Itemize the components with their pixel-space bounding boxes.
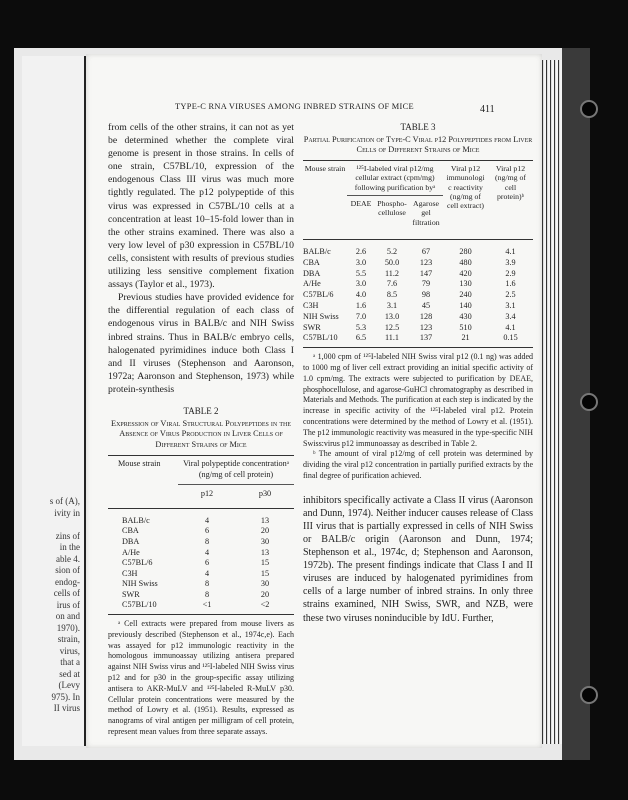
facing-page-line: in the	[59, 542, 80, 552]
facing-page-line	[50, 519, 80, 531]
page-edges	[540, 60, 562, 744]
table-cell: 13	[260, 547, 270, 557]
table-cell: 0.15	[503, 333, 518, 343]
table-row	[303, 301, 533, 312]
table-footnote: ᵇ The amount of viral p12/mg of cell protein was determined by dividing the viral p12 concentration in partially purified extracts by the final degree of purification achieved.	[303, 449, 533, 480]
facing-page-line: strain,	[57, 634, 80, 644]
table-cell: 12.5	[384, 322, 400, 332]
table-cell: 98	[421, 290, 431, 300]
table-cell: 4	[204, 515, 210, 525]
table-cell: 50.0	[384, 257, 400, 267]
table-caption: Expression of Viral Structural Polypeptides in the Absence of Virus Production in Liver Cells of Different Strains of Mice	[111, 418, 291, 450]
table-row	[303, 269, 533, 280]
table-footnote: ᵃ Cell extracts were prepared from mouse livers as previously described (Stephenson et al., 1974c,e). Each was assayed for p12 immunologic reactivity in the homologous immunoassay utilizing antisera prepared against NIH Swiss virus and ¹²⁵I-labeled NIH Swiss virus p12 and for p30 in the group-specific assay utilizing antisera to AKR-MuLV and ¹²⁵I-labeled R-MuLV p30. Cellular protein concentrations were measured by the method of Lowry et al. (1951). Results, expressed as nanograms of viral antigen per milligram of cell protein, represent mean values from three separate assays.	[108, 619, 294, 737]
col-header: p12	[200, 489, 214, 499]
table-cell: 11.2	[384, 268, 400, 278]
table-cell: 5.2	[386, 246, 398, 256]
table-cell: 30	[260, 579, 270, 589]
table-cell: DBA	[303, 268, 321, 278]
table-cell: 3.0	[355, 257, 367, 267]
facing-page-line: on and	[55, 611, 80, 621]
col-header: Phospho-cellulose	[377, 199, 407, 218]
facing-page-line: (Levy	[58, 680, 80, 690]
table-cell: CBA	[303, 257, 320, 267]
table-cell: 4	[204, 547, 210, 557]
table-cell: 280	[459, 246, 472, 256]
table-cell: 79	[421, 279, 431, 289]
table-cell: 5.5	[355, 268, 367, 278]
left-flow	[108, 121, 294, 738]
table-cell: 123	[419, 322, 433, 332]
table-row	[108, 526, 294, 537]
table-caption: Partial Purification of Type-C Viral p12 Polypeptides from Liver Cells of Different Strains of Mice	[303, 134, 533, 155]
binder-hole	[580, 686, 598, 704]
table-cell: 3.0	[355, 279, 367, 289]
table-3	[303, 122, 533, 482]
table-cell: CBA	[122, 526, 139, 536]
facing-page-line: s of (A),	[49, 496, 80, 506]
table-row	[108, 558, 294, 569]
table-cell: 20	[260, 526, 270, 536]
table-cell: NIH Swiss	[303, 311, 339, 321]
binder-hole	[580, 100, 598, 118]
col-header: Viral polypeptide concentrationᵃ (ng/mg of cell protein)	[178, 455, 294, 484]
table-cell: 1.6	[505, 279, 516, 289]
facing-page-line: sion of	[55, 565, 80, 575]
table-cell: 140	[459, 300, 472, 310]
table-cell: 45	[421, 300, 431, 310]
table-cell: A/He	[303, 279, 321, 289]
facing-page-line: ivity in	[54, 507, 80, 518]
table-cell: BALB/c	[122, 515, 150, 525]
table-cell: 240	[459, 290, 472, 300]
table-title: TABLE 2	[183, 405, 219, 416]
table-cell: A/He	[122, 547, 140, 557]
table-cell: 15	[260, 568, 270, 578]
facing-page	[22, 56, 86, 746]
table-cell: 8	[204, 579, 210, 589]
col-header: ¹²⁵I-labeled viral p12/mg cellular extract (cpm/mg) following purification byᵃ	[347, 161, 443, 196]
right-column	[303, 494, 533, 625]
col-header: DEAE	[350, 199, 372, 209]
facing-page-line: virus,	[59, 645, 80, 656]
table-row	[303, 239, 533, 257]
table-row	[108, 537, 294, 548]
table-cell: 420	[459, 268, 472, 278]
table-cell: C3H	[303, 300, 319, 310]
facing-page-line: cells of	[53, 588, 80, 598]
table-cell: NIH Swiss	[122, 579, 158, 589]
table-cell: 1.6	[355, 300, 367, 310]
left-column	[108, 121, 294, 396]
table-row	[303, 323, 533, 334]
col-header: Mouse strain	[118, 458, 161, 468]
table-cell: BALB/c	[303, 246, 331, 256]
table-cell: 4.0	[355, 290, 367, 300]
facing-page-line: able 4.	[56, 553, 80, 564]
table-cell: 6	[204, 526, 210, 536]
table-cell: 2.6	[355, 246, 367, 256]
table-cell: <1	[202, 600, 212, 610]
table-cell: 13	[260, 515, 270, 525]
table-cell: 8	[204, 589, 210, 599]
table-row	[108, 548, 294, 559]
table-cell: 8.5	[386, 290, 398, 300]
col-header: Agarose gel filtration	[412, 199, 440, 227]
table-cell: 130	[459, 279, 472, 289]
table-cell: 4	[204, 568, 210, 578]
table-cell: 13.0	[384, 311, 400, 321]
table-row	[108, 508, 294, 526]
paragraph: Previous studies have provided evidence for the differential regulation of each class of endogenous virus in BALB/c and NIH Swiss inbred strains. Thus in BALB/c embryo cells, halogenated pyrimidines induce both Class I and II viruses (Stephenson and Aaronson, 1972a; Aaronson and Stephenson, 1973) while protein-synthesis	[108, 292, 294, 395]
table-cell: 128	[419, 311, 433, 321]
table-cell: 30	[260, 536, 270, 546]
table-2	[108, 406, 294, 738]
table-cell: 6.5	[355, 333, 367, 343]
facing-page-line: 1970).	[56, 622, 80, 633]
col-header: Viral p12 (ng/mg of cell protein)ᵇ	[495, 164, 527, 202]
table-cell: C57BL/10	[122, 600, 157, 610]
facing-page-text	[50, 496, 80, 715]
table-cell: C57BL/10	[303, 333, 338, 343]
table-row	[303, 333, 533, 344]
table-cell: 15	[260, 558, 270, 568]
table-cell: C57BL/6	[122, 558, 153, 568]
col-header: Mouse strain	[304, 164, 346, 174]
table-3-grid	[303, 160, 533, 344]
table-cell: SWR	[122, 589, 140, 599]
table-cell: 2.5	[505, 290, 516, 300]
col-header: Viral p12 immunologic reactivity (ng/mg of cell extract)	[446, 164, 485, 211]
facing-page-line: that a	[60, 657, 80, 667]
table-cell: 123	[419, 257, 433, 267]
table-cell: 6	[204, 558, 210, 568]
table-row	[303, 258, 533, 269]
table-cell: 3.1	[505, 300, 516, 310]
table-cell: 8	[204, 536, 210, 546]
table-cell: 147	[419, 268, 433, 278]
facing-page-line: II virus	[53, 703, 80, 713]
page-number: 411	[480, 104, 495, 115]
facing-page-line: sed at	[59, 668, 80, 679]
table-cell: SWR	[303, 322, 321, 332]
table-cell: <2	[260, 600, 270, 610]
table-cell: C57BL/6	[303, 290, 334, 300]
table-row	[303, 312, 533, 323]
table-cell: 3.4	[505, 311, 516, 321]
running-head: TYPE-C RNA VIRUSES AMONG INBRED STRAINS OF MICE	[175, 102, 414, 111]
facing-page-line: irus of	[56, 599, 80, 610]
table-cell: DBA	[122, 536, 140, 546]
col-header: p30	[258, 489, 272, 499]
paragraph: from cells of the other strains, it can not as yet be determined whether the complete viral genome is present in those strains. In cells of one strain, C57BL/10, expression of the endogenous Class III virus was much more tightly regulated. The p12 polypeptide of this virus was expressed in C57BL/10 cells at a concentration at least 10–15-fold lower than in the other strains examined. There was also a very low level of p30 expression in C57BL/10 cells, consistent with results of previous studies utilizing less sensitive complement fixation assays (Taylor et al., 1973).	[108, 122, 294, 291]
table-cell: 7.0	[355, 311, 367, 321]
table-cell: 430	[459, 311, 472, 321]
table-cell: 137	[419, 333, 433, 343]
table-cell: 5.3	[355, 322, 367, 332]
facing-page-line: 975). In	[51, 691, 80, 702]
table-cell: 2.9	[505, 268, 516, 278]
table-title: TABLE 3	[400, 122, 436, 132]
table-cell: 20	[260, 589, 270, 599]
table-cell: 4.1	[505, 322, 516, 332]
table-cell: 4.1	[505, 246, 516, 256]
table-cell: 67	[421, 246, 431, 256]
binder-hole	[580, 393, 598, 411]
table-row	[108, 590, 294, 601]
table-cell: 3.9	[505, 257, 516, 267]
table-row	[108, 600, 294, 611]
table-row	[303, 290, 533, 301]
table-row	[108, 579, 294, 590]
paragraph: inhibitors specifically activate a Class II virus (Aaronson and Dunn, 1974). Neither inducer causes release of Class III virus that is partially expressed in cells of NIH Swiss or BALB/c origin (Aaronson and Dunn, 1974; Stephenson et al., 1974c, d; Stephenson and Aaronson, 1972b). The present findings indicate that Class I and II viruses are induced by halogenated pyrimidines from cells of a large number of inbred strains. In only three strains examined, NIH Swiss, SWR, and NZB, were these two viruses noninducible by IdU. Further,	[303, 494, 533, 624]
facing-page-line: endog-	[55, 576, 80, 587]
table-cell: 510	[459, 322, 472, 332]
table-cell: 7.6	[386, 279, 398, 289]
table-cell: 3.1	[386, 300, 398, 310]
right-flow	[303, 122, 533, 625]
table-footnote: ᵃ 1,000 cpm of ¹²⁵I-labeled NIH Swiss viral p12 (0.1 ng) was added to 1000 mg of liver cell extract providing an initial specific activity of 1.0 cpm/mg. The extracts were subjected to purification by DEAE, phosphocellulose, and agarose-GuHCl chromatography as described in Materials and Methods. The purification at each step is indicated by the increase in specific activity of the ¹²⁵I-labeled viral p12. Protein concentrations were determined by the method of Lowry et al. (1951). The p12 immunologic reactivity was measured in the type-specific NIH Swiss:virus p12 immunoassay as described in Table 2.	[303, 352, 533, 448]
table-2-grid	[108, 455, 294, 611]
table-cell: 11.1	[384, 333, 400, 343]
table-cell: 480	[459, 257, 472, 267]
table-cell: 21	[461, 333, 470, 343]
table-cell: C3H	[122, 568, 138, 578]
facing-page-line: zins of	[55, 530, 80, 541]
table-row	[303, 279, 533, 290]
table-row	[108, 569, 294, 580]
